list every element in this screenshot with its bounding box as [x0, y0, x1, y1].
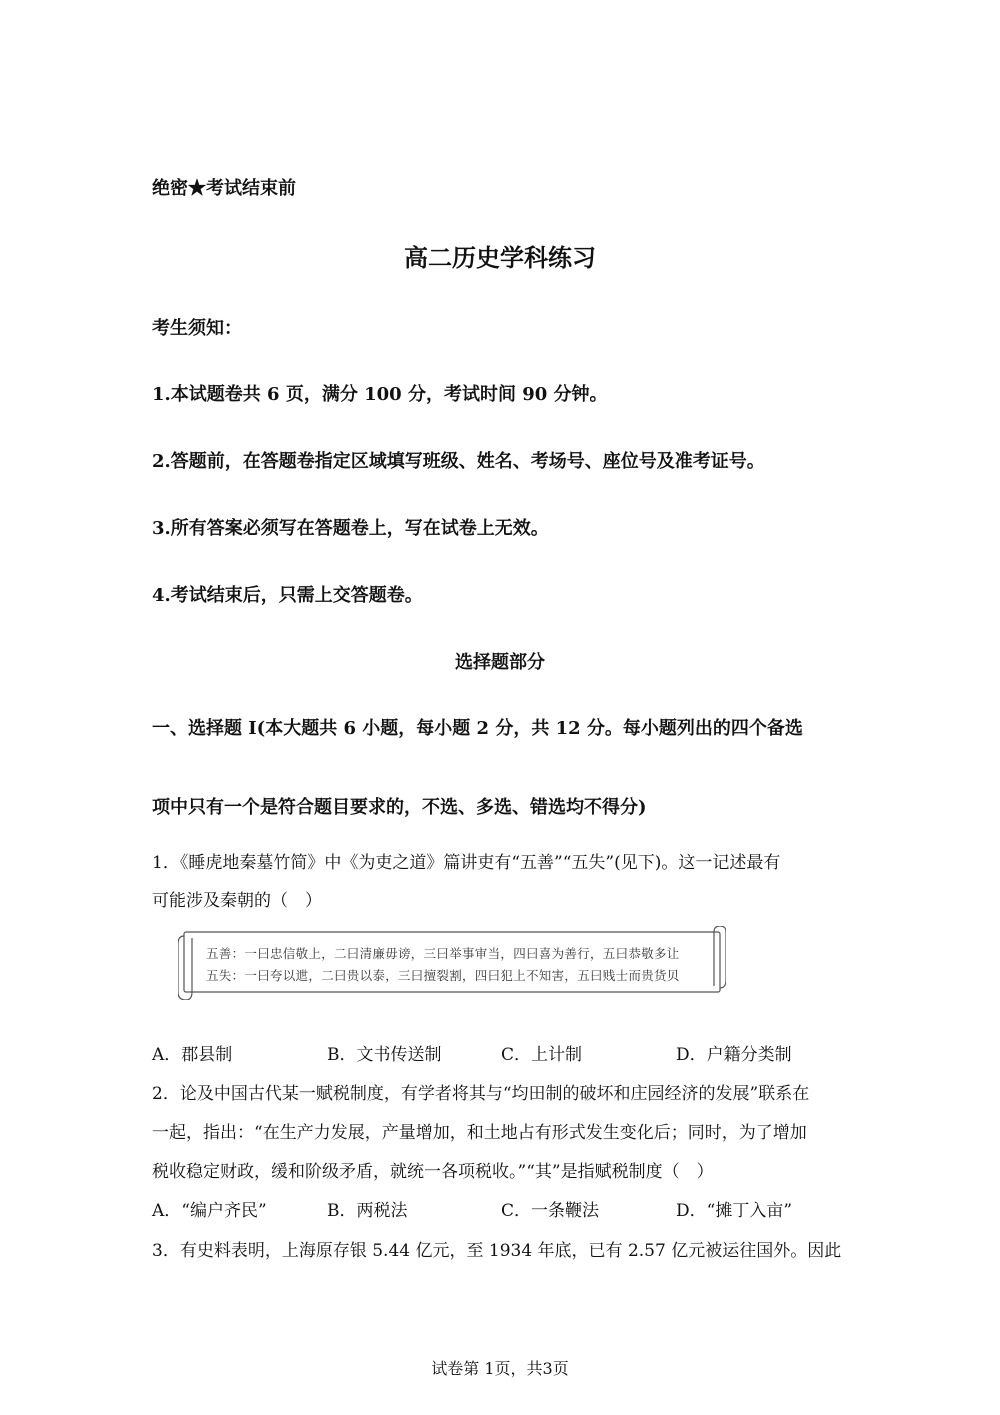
section-instruction-line-2: 项中只有一个是符合题目要求的，不选、多选、错选均不得分) [152, 797, 647, 818]
secret-mark: 绝密★考试结束前 [152, 178, 296, 199]
question-1-option-d[interactable]: D．户籍分类制 [676, 1045, 792, 1065]
question-2-option-d[interactable]: D．“摊丁入亩” [676, 1201, 793, 1221]
page-title: 高二历史学科练习 [404, 243, 596, 272]
question-1-line-2: 可能涉及秦朝的（ ） [152, 891, 322, 911]
notice-item-4: 4.考试结束后，只需上交答题卷。 [152, 585, 423, 606]
bamboo-slip-scroll-figure [178, 926, 726, 1000]
question-2-line-1: 2．论及中国古代某一赋税制度，有学者将其与“均田制的破坏和庄园经济的发展”联系在 [152, 1084, 810, 1104]
scroll-line-five-faults: 五失：一曰夸以迣，二曰贵以泰，三曰擅裂割，四曰犯上不知害，五曰贱士而贵货贝 [206, 968, 680, 983]
question-1-option-c[interactable]: C．上计制 [501, 1045, 583, 1065]
notice-item-1: 1.本试题卷共 6 页，满分 100 分，考试时间 90 分钟。 [152, 384, 608, 405]
section-instruction-line-1: 一、选择题 I(本大题共 6 小题，每小题 2 分，共 12 分。每小题列出的四个备选 [152, 718, 803, 739]
scroll-frame [178, 926, 726, 1000]
notice-item-3: 3.所有答案必须写在答题卷上，写在试卷上无效。 [152, 518, 549, 539]
page-footer: 试卷第 1页，共3页 [431, 1359, 569, 1378]
notice-item-2: 2.答题前，在答题卷指定区域填写班级、姓名、考场号、座位号及准考证号。 [152, 451, 765, 472]
notice-heading: 考生须知： [152, 318, 242, 339]
section-title: 选择题部分 [455, 652, 545, 673]
question-1-option-b[interactable]: B．文书传送制 [327, 1045, 442, 1065]
question-2-option-a[interactable]: A．“编户齐民” [152, 1201, 267, 1221]
question-2-line-3: 税收稳定财政，缓和阶级矛盾，就统一各项税收。”“其”是指赋税制度（ ） [152, 1162, 714, 1182]
question-1-option-a[interactable]: A．郡县制 [152, 1045, 233, 1065]
scroll-line-five-virtues: 五善：一曰忠信敬上，二曰清廉毋谤，三曰举事审当，四曰喜为善行，五曰恭敬多让 [206, 946, 680, 961]
question-3-line-1: 3．有史料表明，上海原存银 5.44 亿元，至 1934 年底，已有 2.57 亿元被运往国外。因此 [152, 1241, 842, 1261]
question-2-line-2: 一起，指出：“在生产力发展，产量增加，和土地占有形式发生变化后；同时，为了增加 [152, 1123, 807, 1143]
question-2-option-b[interactable]: B．两税法 [327, 1201, 408, 1221]
question-1-line-1: 1．《睡虎地秦墓竹简》中《为吏之道》篇讲吏有“五善”“五失”(见下)。这一记述最有 [152, 853, 781, 873]
question-2-option-c[interactable]: C．一条鞭法 [501, 1201, 600, 1221]
